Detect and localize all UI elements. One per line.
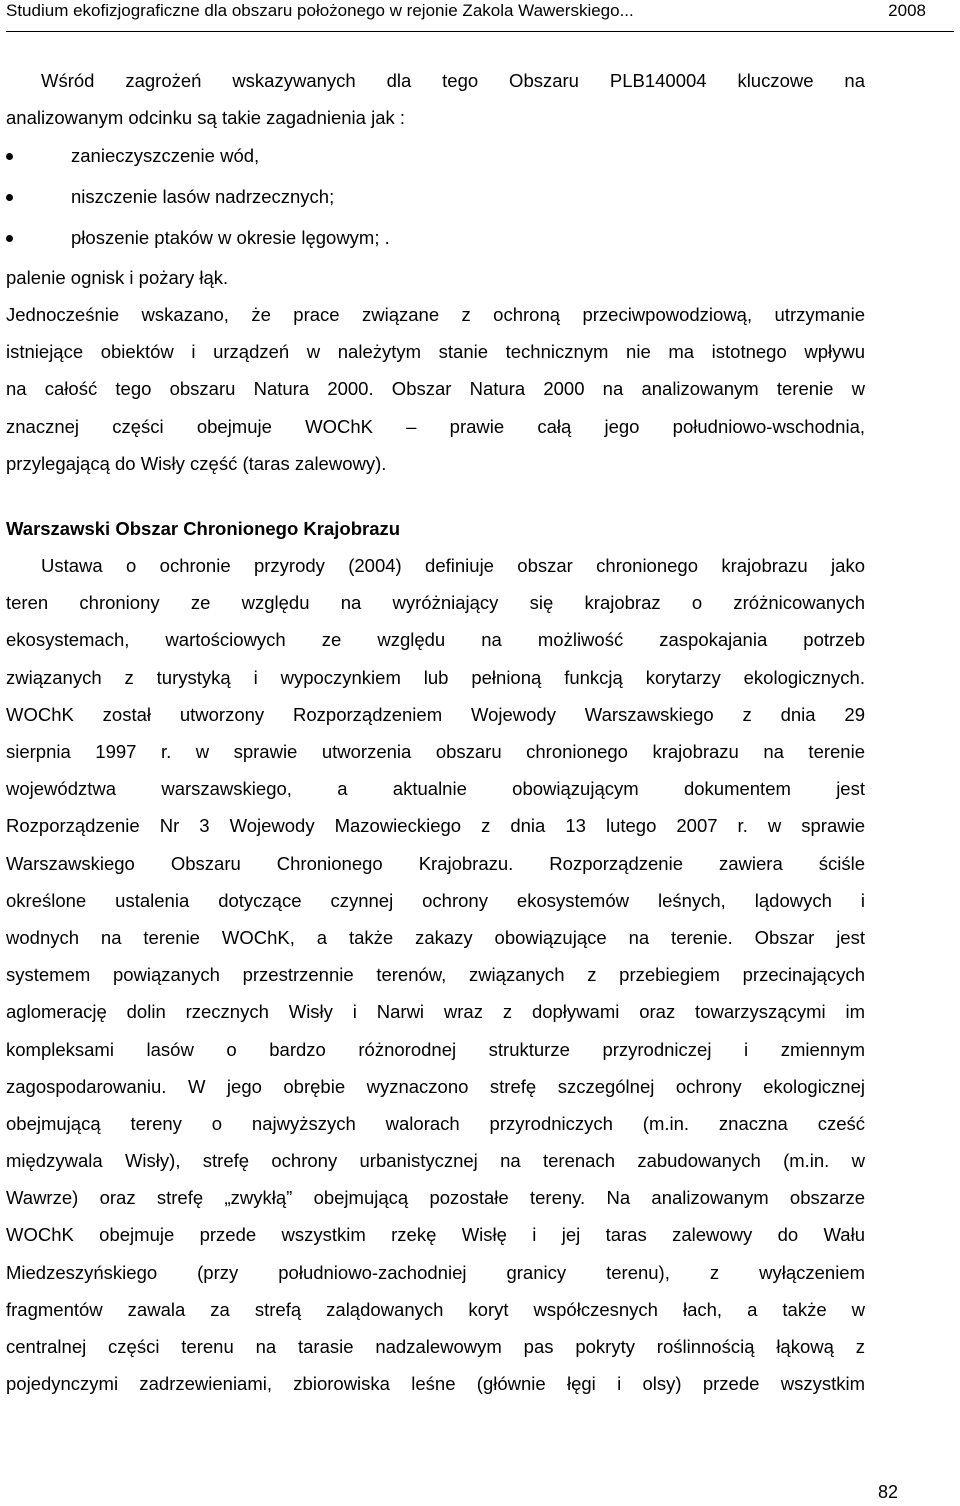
header-title: Studium ekofizjograficzne dla obszaru położonego w rejonie Zakola Wawerskiego... [6,1,634,20]
paragraph-line: aglomerację dolin rzecznych Wisły i Narwi wraz z dopływami oraz towarzyszącymi im [6,1001,865,1023]
paragraph-line: istniejące obiektów i urządzeń w należytym stanie technicznym nie ma istotnego wpływu [6,341,865,363]
spacer [6,482,865,510]
page-number: 82 [877,1482,898,1502]
paragraph-line: sierpnia 1997 r. w sprawie utworzenia obszaru chronionego krajobrazu na terenie [6,741,865,763]
paragraph-line: pojedynczymi zadrzewieniami, zbiorowiska leśne (głównie łęgi i olsy) przede wszystkim [6,1373,865,1395]
paragraph-line: Wśród zagrożeń wskazywanych dla tego Obszaru PLB140004 kluczowe na [41,70,865,91]
paragraph-line: WOChK obejmuje przede wszystkim rzekę Wisłę i jej taras zalewowy do Wału [6,1224,865,1246]
list-item [6,177,865,218]
list-item-text: zanieczyszczenie wód, [71,145,260,167]
paragraph-line: na całość tego obszaru Natura 2000. Obszar Natura 2000 na analizowanym terenie w [6,378,865,400]
paragraph-line: Warszawskiego Obszaru Chronionego Krajobrazu. Rozporządzenie zawiera ściśle [6,852,865,874]
paragraph-line: ekosystemach, wartościowych ze względu na możliwość zaspokajania potrzeb [6,629,865,651]
paragraph-line: określone ustalenia dotyczące czynnej ochrony ekosystemów leśnych, lądowych i [6,889,865,911]
paragraph-line: analizowanym odcinku są takie zagadnienia jak : [6,107,406,129]
paragraph-line: Wawrze) oraz strefę „zwykłą” obejmującą pozostałe tereny. Na analizowanym obszarze [6,1187,865,1209]
paragraph-line: międzywala Wisły), strefę ochrony urbanistycznej na terenach zabudowanych (m.in. w [6,1150,865,1172]
document-body [6,62,865,1402]
paragraph-line: kompleksami lasów o bardzo różnorodnej strukturze przyrodniczej i zmiennym [6,1038,865,1060]
bullet-icon [6,153,13,160]
paragraph-line: Miedzeszyńskiego (przy południowo-zachodniej granicy terenu), z wyłączeniem [6,1261,865,1283]
paragraph-line: centralnej części terenu na tarasie nadzalewowym pas pokryty roślinnością łąkową z [6,1336,865,1358]
paragraph-line: Jednocześnie wskazano, że prace związane z ochroną przeciwpowodziową, utrzymanie [6,303,865,325]
paragraph-line: WOChK został utworzony Rozporządzeniem Wojewody Warszawskiego z dnia 29 [6,703,865,725]
list-item-text: płoszenie ptaków w okresie lęgowym; . [71,226,390,248]
paragraph-line: znacznej części obejmuje WOChK – prawie całą jego południowo-wschodnia, [6,415,865,437]
paragraph-line: systemem powiązanych przestrzennie terenów, związanych z przebiegiem przecinających [6,964,865,986]
paragraph-line: województwa warszawskiego, a aktualnie obowiązującym dokumentem jest [6,778,865,800]
list-item-text: niszczenie lasów nadrzecznych; [71,186,335,208]
paragraph-line: palenie ognisk i pożary łąk. [6,266,229,288]
paragraph-line: obejmującą tereny o najwyższych walorach przyrodniczych (m.in. znaczna cześć [6,1112,865,1134]
list-item [6,218,865,259]
paragraph-line: przylegającą do Wisły część (taras zalewowy). [6,452,387,474]
paragraph-line: zagospodarowaniu. W jego obrębie wyznaczono strefę szczególnej ochrony ekologicznej [6,1075,865,1097]
bullet-icon [6,194,13,201]
paragraph-line: wodnych na terenie WOChK, a także zakazy obowiązujące na terenie. Obszar jest [6,926,865,948]
paragraph-line: związanych z turystyką i wypoczynkiem lub pełnioną funkcją korytarzy ekologicznych. [6,666,865,688]
page-header [6,0,954,32]
paragraph-line: Rozporządzenie Nr 3 Wojewody Mazowieckiego z dnia 13 lutego 2007 r. w sprawie [6,815,865,837]
paragraph-line: teren chroniony ze względu na wyróżniający się krajobraz o zróżnicowanych [6,592,865,614]
header-year: 2008 [888,1,926,20]
list-item [6,136,865,177]
bullet-icon [6,235,13,242]
paragraph-line: fragmentów zawala za strefą zalądowanych koryt współczesnych łach, a także w [6,1298,865,1320]
section-heading: Warszawski Obszar Chronionego Krajobrazu [6,517,401,539]
paragraph-line: Ustawa o ochronie przyrody (2004) definiuje obszar chronionego krajobrazu jako [41,555,865,577]
